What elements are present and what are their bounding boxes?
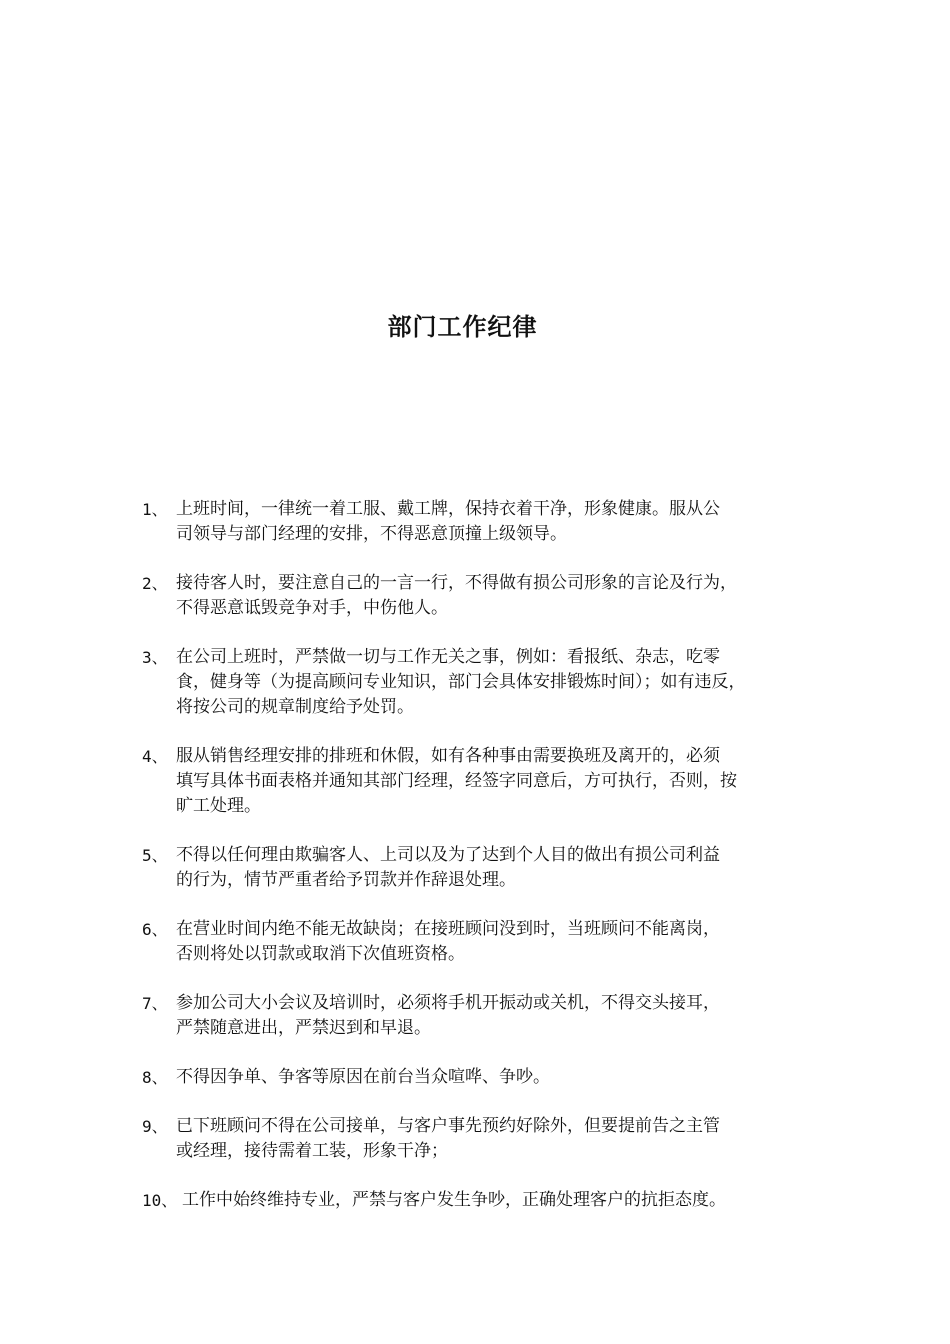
rule-item-6: [142, 917, 832, 967]
rule-number: 10、: [142, 1191, 178, 1210]
rule-item-4: [142, 744, 832, 819]
rule-item-10: [142, 1188, 832, 1213]
rule-number: 2、: [142, 574, 168, 593]
rule-item-2: [142, 571, 832, 621]
rule-number: 4、: [142, 747, 168, 766]
rule-item-5: [142, 843, 832, 893]
rule-text: 工作中始终维持专业，严禁与客户发生争吵，正确处理客户的抗拒态度。: [182, 1190, 726, 1210]
rule-item-8: [142, 1065, 832, 1090]
rule-text: 上班时间，一律统一着工服、戴工牌，保持衣着干净，形象健康。服从公 司领导与部门经理的安排，不得恶意顶撞上级领导。: [176, 499, 720, 544]
rule-item-1: [142, 497, 832, 547]
rule-number: 7、: [142, 994, 168, 1013]
rule-number: 1、: [142, 500, 168, 519]
rule-number: 9、: [142, 1117, 168, 1136]
rule-number: 6、: [142, 920, 168, 939]
rule-text: 在公司上班时，严禁做一切与工作无关之事，例如：看报纸、杂志，吃零 食，健身等（为提高顾问专业知识，部门会具体安排锻炼时间）；如有违反， 将按公司的规章制度给予处罚。: [176, 647, 746, 717]
rule-number: 3、: [142, 648, 168, 667]
document-title: 部门工作纪律: [387, 313, 538, 341]
rule-item-7: [142, 991, 832, 1041]
rule-text: 接待客人时，要注意自己的一言一行，不得做有损公司形象的言论及行为， 不得恶意诋毁竞争对手，中伤他人。: [176, 573, 737, 618]
rule-text: 在营业时间内绝不能无故缺岗；在接班顾问没到时，当班顾问不能离岗， 否则将处以罚款或取消下次值班资格。: [176, 919, 720, 964]
rule-number: 8、: [142, 1068, 168, 1087]
rule-item-9: [142, 1114, 832, 1164]
rule-number: 5、: [142, 846, 168, 865]
rule-text: 不得因争单、争客等原因在前台当众喧哗、争吵。: [176, 1067, 550, 1087]
rule-text: 不得以任何理由欺骗客人、上司以及为了达到个人目的做出有损公司利益 的行为，情节严重者给予罚款并作辞退处理。: [176, 845, 720, 890]
rule-item-3: [142, 645, 832, 720]
rules-list: [142, 497, 832, 1237]
rule-text: 服从销售经理安排的排班和休假，如有各种事由需要换班及离开的，必须 填写具体书面表格并通知其部门经理，经签字同意后，方可执行，否则，按 旷工处理。: [176, 746, 737, 816]
rule-text: 参加公司大小会议及培训时，必须将手机开振动或关机，不得交头接耳， 严禁随意进出，严禁迟到和早退。: [176, 993, 720, 1038]
rule-text: 已下班顾问不得在公司接单，与客户事先预约好除外，但要提前告之主管 或经理，接待需着工装，形象干净；: [176, 1116, 720, 1161]
